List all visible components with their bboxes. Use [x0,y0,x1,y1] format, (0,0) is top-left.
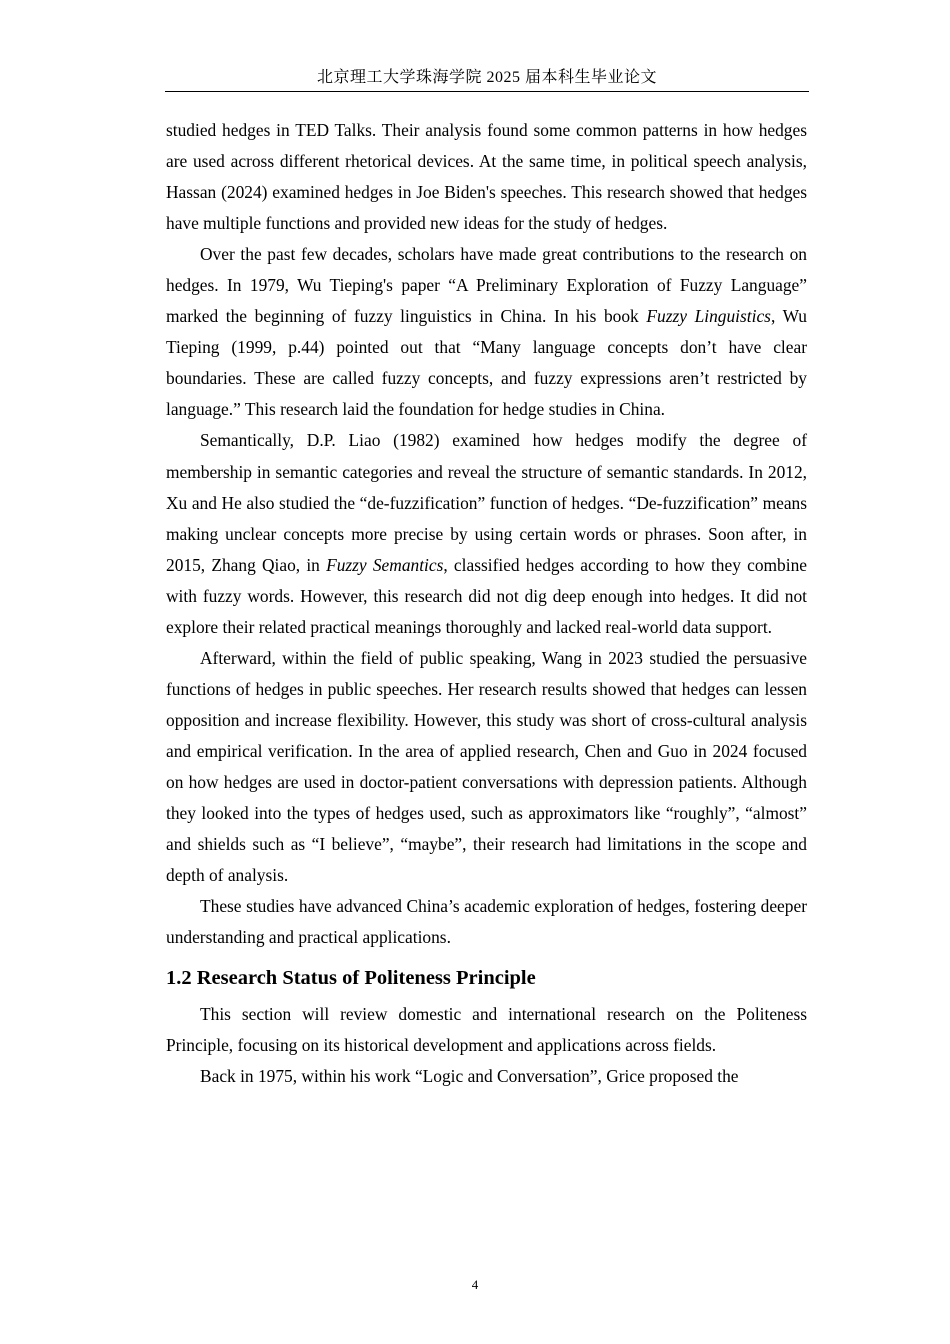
paragraph-3 [166,425,807,642]
section-heading: 1.2 Research Status of Politeness Principle [166,967,536,990]
paragraph-1: studied hedges in TED Talks. Their analysis found some common patterns in how hedges are used across different rhetorical devices. At the same time, in political speech analysis, Hassan (2024) examined hedges in Joe Biden's speeches. This research showed that hedges have multiple functions and provided new ideas for the study of hedges. [166,120,807,234]
section-paragraph-2: Back in 1975, within his work “Logic and Conversation”, Grice proposed the [200,1066,739,1087]
running-header: 北京理工大学珠海学院 2025 届本科生毕业论文 [316,69,657,86]
body-text [166,115,807,1092]
paragraph-5: These studies have advanced China’s academic exploration of hedges, fostering deeper understanding and practical applications. [166,896,807,948]
book-title-fuzzy-semantics: Fuzzy Semantics [326,554,444,575]
paragraph-3-part-a: Semantically, D.P. Liao (1982) examined how hedges modify the degree of membership in semantic categories and reveal the structure of semantic standards. In 2012, Xu and He also studied the “de-fuzzification” function of hedges. “De-fuzzification” means making unclear concepts more precise by using certain words or phrases. Soon after, in 2015, Zhang Qiao, in [166,430,807,575]
paragraph-2-part-b: , Wu Tieping (1999, p.44) pointed out that “Many language concepts don’t have clear boundaries. These are called fuzzy concepts, and fuzzy expressions aren’t restricted by language.” This research laid the foundation for hedge studies in China. [166,306,808,420]
paragraph-2 [166,239,807,425]
page-number: 4 [471,1277,479,1292]
paragraph-3-part-b: , classified hedges according to how they combine with fuzzy words. However, this research did not dig deep enough into hedges. It did not explore their related practical meanings thoroughly and lacked real-world data support. [166,554,807,637]
header-rule [165,91,809,92]
book-title-fuzzy-linguistics: Fuzzy Linguistics [646,306,771,327]
paragraph-4: Afterward, within the field of public speaking, Wang in 2023 studied the persuasive functions of hedges in public speeches. Her research results showed that hedges can lessen opposition and increase flexibility. However, this study was short of cross-cultural analysis and empirical verification. In the area of applied research, Chen and Guo in 2024 focused on how hedges are used in doctor-patient conversations with depression patients. Although they looked into the types of hedges used, such as approximators like “roughly”, “almost” and shields such as “I believe”, “maybe”, their research had limitations in the scope and depth of analysis. [166,647,807,886]
paragraph-2-part-a: Over the past few decades, scholars have made great contributions to the research on hedges. In 1979, Wu Tieping's paper “A Preliminary Exploration of Fuzzy Language” marked the beginning of fuzzy linguistics in China. In his book [166,244,807,327]
section-paragraph-1: This section will review domestic and international research on the Politeness Principle, focusing on its historical development and applications across fields. [166,1004,807,1056]
